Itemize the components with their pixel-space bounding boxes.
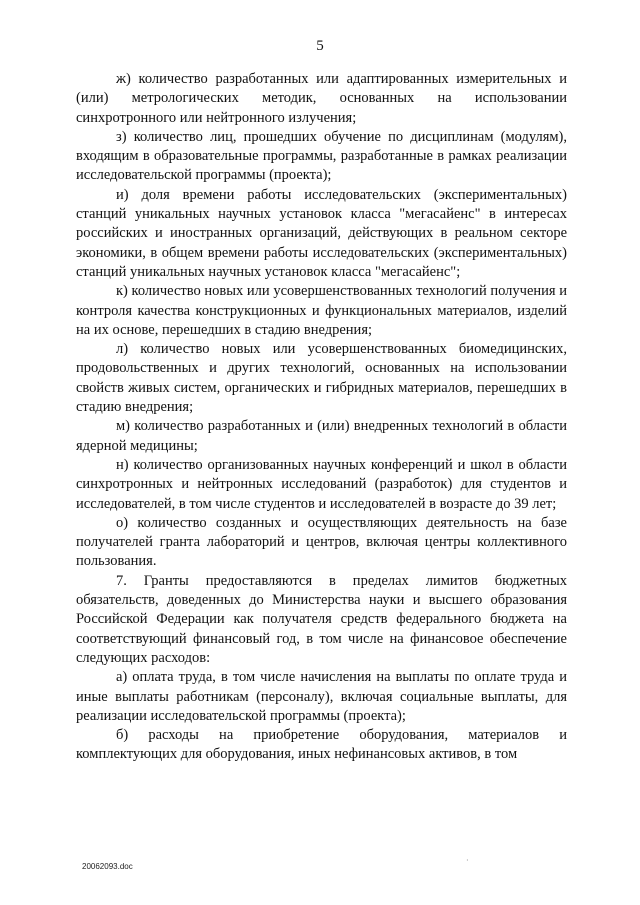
- paragraph-7: 7. Гранты предоставляются в пределах лимитов бюджетных обязательств, доведенных до Министерства науки и высшего образования Российской Федерации как получателя средств федерального бюджета на соответствующий финансовый год, в том числе на финансовое обеспечение следующих расходов:: [76, 572, 567, 666]
- document-body: [76, 70, 567, 765]
- footer-mark: ·: [466, 856, 469, 865]
- paragraph-l: л) количество новых или усовершенствованных биомедицинских, продовольственных и других технологий, основанных на использовании свойств живых систем, органических и гибридных материалов, перешедших в стадию внедрения;: [76, 341, 567, 416]
- footer-filename: 20062093.doc: [82, 862, 133, 871]
- paragraph-a: а) оплата труда, в том числе начисления на выплаты по оплате труда и иные выплаты работникам (персоналу), включая социальные выплаты, для реализации исследовательской программы (проекта);: [76, 669, 567, 724]
- paragraph-k: к) количество новых или усовершенствованных технологий получения и контроля качества конструкционных и функциональных материалов, изделий на их основе, перешедших в стадию внедрения;: [76, 283, 567, 338]
- page-number: 5: [316, 38, 324, 54]
- paragraph-z: з) количество лиц, прошедших обучение по дисциплинам (модулям), входящим в образовательные программы, разработанные в рамках реализации исследовательской программы (проекта);: [76, 128, 567, 184]
- paragraph-i: и) доля времени работы исследовательских (экспериментальных) станций уникальных научных установок класса "мегасайенс" в интересах российских и иностранных организаций, действующих в реальном секторе экономики, в общем времени работы исследовательских (экспериментальных) станций уникальных научных установок класса "мегасайенс";: [76, 186, 567, 280]
- paragraph-m: м) количество разработанных и (или) внедренных технологий в области ядерной медицины;: [76, 418, 567, 454]
- paragraph-n: н) количество организованных научных конференций и школ в области синхротронных и нейтронных исследований (разработок) для студентов и исследователей, в том числе студентов и исследователей в возрасте до 39 лет;: [76, 456, 567, 512]
- paragraph-b: б) расходы на приобретение оборудования, материалов и комплектующих для оборудования, иных нефинансовых активов, в том: [76, 727, 567, 763]
- paragraph-o: о) количество созданных и осуществляющих деятельность на базе получателей гранта лабораторий и центров, включая центры коллективного пользования.: [76, 514, 567, 570]
- paragraph-zh: ж) количество разработанных или адаптированных измерительных и (или) метрологических методик, основанных на использовании синхротронного или нейтронного излучения;: [76, 71, 567, 126]
